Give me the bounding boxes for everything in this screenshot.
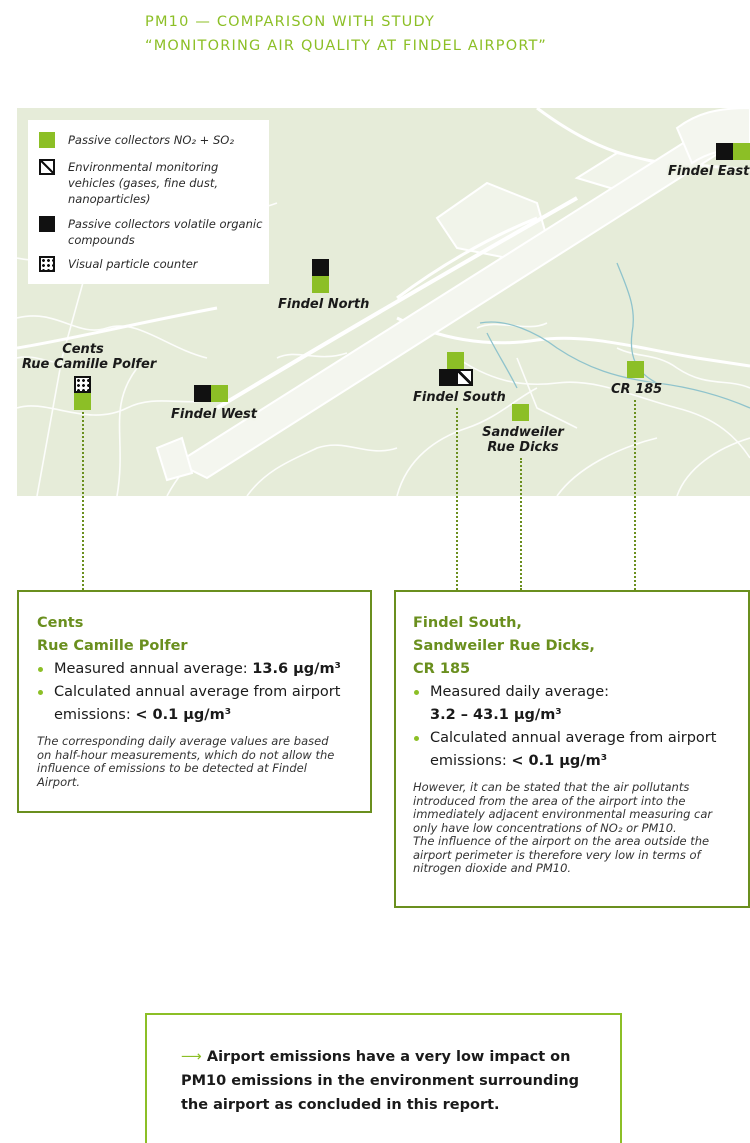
box-heading: Sandweiler Rue Dicks, — [413, 638, 595, 654]
site-label-findel-north: Findel North — [278, 297, 370, 312]
dotted-square-icon — [39, 256, 55, 272]
conclusion-statement: Airport emissions have a very low impact on PM10 emissions in the environment surrounding the airport as concluded in this report. — [181, 1049, 580, 1113]
bullet-text: Measured daily average: — [430, 684, 610, 700]
site-label-cr185: CR 185 — [611, 382, 663, 397]
legend-label: Environmental monitoring vehicles (gases, fine dust, nanoparticles) — [68, 160, 219, 206]
box-note — [413, 781, 731, 876]
hatched-square-icon — [39, 159, 55, 175]
result-box-cents — [17, 590, 372, 813]
black-square-icon — [312, 259, 329, 276]
bullet-measured-average — [37, 658, 354, 681]
green-square-icon — [312, 276, 329, 293]
box-heading: Rue Camille Polfer — [37, 638, 188, 654]
conclusion-box — [145, 1013, 622, 1143]
bullet-text: Calculated annual average from airport emissions: — [54, 684, 341, 723]
title-line-2: “MONITORING AIR QUALITY AT FINDEL AIRPORT” — [145, 38, 548, 54]
legend-label: Visual particle counter — [68, 257, 198, 271]
bullet-value: 13.6 µg/m³ — [252, 661, 341, 677]
green-square-icon — [447, 352, 464, 369]
dotted-square-icon — [74, 376, 91, 393]
site-label-findel-south: Findel South — [413, 390, 506, 405]
green-square-icon — [627, 361, 644, 378]
arrow-right-icon: ⟶ — [181, 1049, 202, 1065]
site-label-line: Rue Camille Polfer — [22, 357, 157, 372]
green-square-icon — [211, 385, 228, 402]
conclusion-text — [181, 1045, 601, 1117]
bullet-text: Measured annual average: — [54, 661, 253, 677]
black-square-icon — [39, 216, 55, 232]
green-square-icon — [39, 132, 55, 148]
bullet-text: Calculated annual average from airport emissions: — [430, 730, 717, 769]
legend-label: Passive collectors NO₂ + SO₂ — [68, 133, 234, 147]
black-square-icon — [194, 385, 211, 402]
site-label-line: Sandweiler — [482, 425, 564, 440]
connector-line — [634, 400, 636, 590]
bullet-measured-daily-average — [413, 681, 734, 727]
hatched-square-icon — [456, 369, 473, 386]
box-heading: Findel South, — [413, 615, 522, 631]
bullet-value: 3.2 – 43.1 µg/m³ — [430, 707, 562, 723]
site-label-line: Rue Dicks — [487, 440, 559, 455]
box-note: The corresponding daily average values are based on half-hour measurements, which do not allow the influence of emissions to be detected at Findel Airport. — [37, 734, 335, 789]
connector-line — [456, 408, 458, 590]
site-label-cents — [22, 342, 157, 372]
bullet-calculated-average — [37, 681, 354, 727]
title-line-1: PM10 — COMPARISON WITH STUDY — [145, 14, 436, 30]
site-label-sandweiler — [480, 425, 566, 455]
black-square-icon — [716, 143, 733, 160]
legend-label: Passive collectors volatile organic compounds — [68, 217, 263, 247]
bullet-value: < 0.1 µg/m³ — [511, 753, 608, 769]
green-square-icon — [512, 404, 529, 421]
green-square-icon — [733, 143, 750, 160]
site-label-findel-west: Findel West — [171, 407, 257, 422]
map-legend — [28, 120, 269, 284]
page-title — [145, 10, 547, 58]
result-box-findel-south — [394, 590, 750, 908]
box-heading: Cents — [37, 615, 84, 631]
black-square-icon — [439, 369, 456, 386]
note-paragraph: The influence of the airport on the area outside the airport perimeter is therefore very low in terms of nitrogen dioxide and PM10. — [413, 834, 710, 875]
bullet-calculated-average — [413, 727, 734, 773]
connector-line — [82, 412, 84, 590]
green-square-icon — [74, 393, 91, 410]
bullet-value: < 0.1 µg/m³ — [135, 707, 232, 723]
box-heading: CR 185 — [413, 661, 471, 677]
note-paragraph: However, it can be stated that the air pollutants introduced from the area of the airport into the immediately adjacent environmental measuring car only have low concentrations of NO₂ or PM10. — [413, 780, 713, 835]
site-label-line: Cents — [62, 342, 104, 357]
site-label-findel-east: Findel East — [668, 164, 750, 179]
connector-line — [520, 458, 522, 590]
